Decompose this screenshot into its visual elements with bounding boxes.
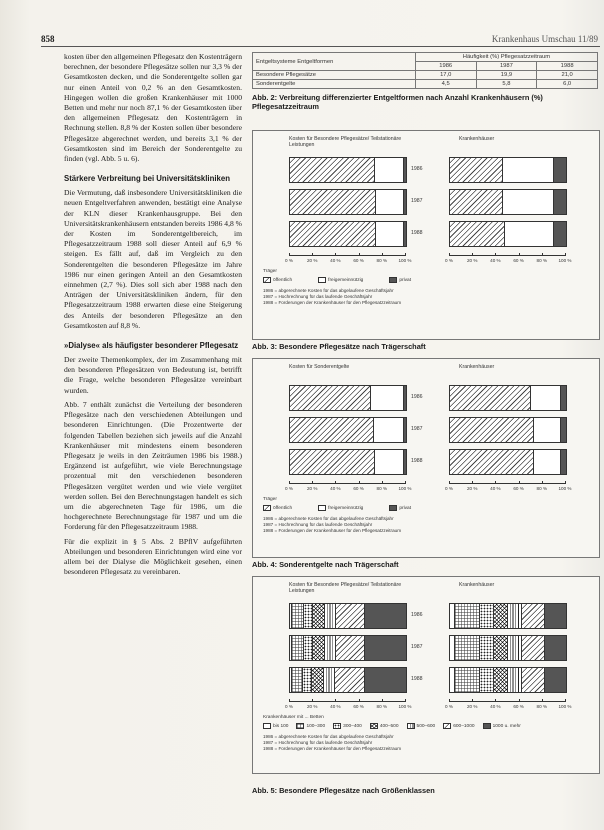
axis-tick [405, 253, 406, 256]
x-axis [445, 255, 572, 263]
tick-label: 60 % [353, 704, 364, 709]
axis-tick [449, 699, 450, 702]
axis-tick [312, 253, 313, 256]
bar-segment-1000 u. mehr [545, 604, 566, 628]
section-heading: »Dialyse« als häufigster besonderer Pflegesatz [64, 341, 239, 351]
legend-swatch [389, 505, 397, 511]
legend-swatch [443, 723, 451, 729]
bar-segment-400–500 [494, 636, 508, 660]
legend-label: öffentlich [273, 278, 293, 284]
bar-segment-freigemeinnützig [534, 450, 562, 474]
table-row: Sonderentgelte 4,5 5,8 6,0 [253, 80, 598, 89]
bar-segment-freigemeinnützig [375, 158, 404, 182]
axis-tick [382, 481, 383, 484]
axis-tick [359, 481, 360, 484]
table-block [248, 52, 600, 111]
axis-tick [359, 699, 360, 702]
bar-segment-300–400 [480, 636, 494, 660]
legend-swatch [389, 277, 397, 283]
legend-label: freigemeinnützig [328, 506, 364, 512]
tick-label: 80 % [376, 258, 388, 263]
stacked-bar [289, 603, 407, 629]
x-axis [285, 701, 412, 709]
tick-label: 20 % [466, 704, 478, 709]
table-year: 1987 [476, 62, 537, 71]
legend-label: freigemeinnützig [328, 278, 364, 284]
axis-tick [542, 481, 543, 484]
legend-item [318, 278, 363, 283]
figure-3 [252, 130, 600, 340]
tick-label: 100 % [398, 704, 412, 709]
bar-segment-400–500 [494, 668, 508, 692]
bar-segment-500–600 [508, 636, 522, 660]
bar-segment-freigemeinnützig [531, 386, 561, 410]
bar-segment-100–300 [292, 668, 302, 692]
paragraph: kosten über den allgemeinen Pflegesatz den Kostenträgern berechnen, der besondere Pflegesätze sollen nur 3,3 % der Gesamtkosten decken, und die Sonderentgelte sollen gar nur einen Anteil von 0,2 % an den Gesamtkosten. Hingegen wollen die großen Krankenhäuser mit 1000 Betten und mehr nur noch 87,1 % der Gesamtkosten über den allgemeinen Pflegesatz den Kostenträgern in Rechnung stellen. 8,8 % der Kosten sollen über besondere Pflegesätze abgerechnet werden, und bereits 3,1 % der Gesamtkosten sind im Bereich der Sonderentgelte zu finden (vgl. Abb. 5 u. 6). [64, 52, 242, 164]
bar-segment-600–1000 [522, 604, 545, 628]
bar-segment-öffentlich [290, 190, 376, 214]
legend-item [263, 724, 288, 729]
panel-title-right: Krankenhäuser [459, 136, 495, 142]
axis-tick [495, 253, 496, 256]
distribution-table [252, 52, 598, 89]
bar-segment-öffentlich [290, 222, 376, 246]
panel-title-left: Kosten für Besondere Pflegesätze/ Teilstationäre Leistungen [289, 136, 402, 148]
footnote: 1987 = Hochrechnung für das laufende Geschäftsjahr [263, 522, 373, 527]
paragraph: Für die explizit in § 5 Abs. 2 BPflV aufgeführten Abteilungen und besonderen Einrichtungen wird eine vor allem bei der Dialyse die Möglichkeit gesehen, einen besonderen Pflegesatz zu vereinbaren. [64, 536, 242, 577]
tick-label: 80 % [536, 258, 548, 263]
bar-segment-privat [404, 386, 406, 410]
page-number: 858 [41, 34, 55, 44]
bar-segment-500–600 [325, 636, 337, 660]
table-year: 1986 [415, 62, 476, 71]
bar-segment-freigemeinnützig [374, 418, 404, 442]
bar-segment-100–300 [455, 604, 481, 628]
bar-segment-400–500 [312, 668, 324, 692]
tick-label: 40 % [490, 486, 501, 491]
bar-segment-öffentlich [450, 418, 534, 442]
bar-segment-freigemeinnützig [505, 222, 555, 246]
figure-caption: Abb. 5: Besondere Pflegesätze nach Größenklassen [252, 786, 435, 795]
tick-label: 60 % [353, 486, 364, 491]
bar-segment-300–400 [480, 668, 494, 692]
axis-tick [405, 699, 406, 702]
legend-item [263, 506, 292, 511]
axis-tick [335, 699, 336, 702]
legend-item [333, 724, 362, 729]
bar-segment-öffentlich [450, 222, 505, 246]
legend [263, 723, 593, 730]
bar-segment-öffentlich [450, 158, 503, 182]
stacked-bar [449, 189, 567, 215]
footnote: 1986 = abgerechnete Kosten für das abgelaufene Geschäftsjahr [263, 734, 394, 739]
bar-segment-privat [561, 450, 566, 474]
legend-label: bis 100 [273, 724, 289, 730]
figure-caption: Abb. 4: Sonderentgelte nach Trägerschaft [252, 560, 399, 569]
stacked-bar [289, 157, 407, 183]
axis-tick [335, 253, 336, 256]
axis-tick [542, 253, 543, 256]
footnote: 1988 = Forderungen der Krankenhäuser für den Pflegesatzzeitraum [263, 746, 402, 751]
axis-tick [289, 253, 290, 256]
stacked-bar [289, 635, 407, 661]
bar-segment-privat [561, 386, 566, 410]
legend-label: 1000 u. mehr [492, 724, 521, 730]
journal-name: Krankenhaus Umschau 11/89 [491, 34, 598, 44]
tick-label: 20 % [306, 704, 318, 709]
bar-segment-1000 u. mehr [365, 668, 406, 692]
bar-segment-öffentlich [450, 190, 503, 214]
tick-label: 20 % [466, 486, 478, 491]
legend-item [443, 724, 474, 729]
tick-label: 80 % [536, 486, 548, 491]
year-label: 1986 [411, 394, 423, 400]
bar-segment-privat [404, 190, 406, 214]
bar-segment-freigemeinnützig [375, 450, 404, 474]
bar-segment-öffentlich [290, 450, 375, 474]
panel-title-left: Kosten für Besondere Pflegesätze/ Teilstationäre Leistungen [289, 582, 402, 594]
axis-tick [565, 699, 566, 702]
figure-5 [252, 576, 600, 774]
figure-4 [252, 358, 600, 558]
legend-item [483, 724, 521, 729]
legend-swatch [333, 723, 341, 729]
bar-segment-privat [404, 222, 406, 246]
tick-label: 60 % [513, 486, 524, 491]
tick-label: 80 % [536, 704, 548, 709]
panel-title-right: Krankenhäuser [459, 364, 495, 370]
tick-label: 0 % [285, 704, 293, 709]
year-label: 1986 [411, 612, 423, 618]
axis-tick [565, 253, 566, 256]
table-col-header: Entgeltsysteme Entgeltformen [253, 53, 416, 71]
bar-segment-300–400 [304, 604, 313, 628]
legend-item [370, 724, 399, 729]
bar-segment-1000 u. mehr [545, 636, 566, 660]
bar-segment-1000 u. mehr [365, 636, 406, 660]
stacked-bar [449, 417, 567, 443]
tick-label: 60 % [513, 258, 524, 263]
legend-swatch [263, 723, 271, 729]
x-axis [445, 483, 572, 491]
legend-label: privat [399, 506, 412, 512]
legend-title: Krankenhäuser mit ... Betten [263, 715, 324, 720]
paragraph: Abb. 7 enthält zunächst die Verteilung der besonderen Pflegesätze nach den verschiedenen Abteilungen und besonderen Einrichtungen. (Die Prozentwerte der folgenden Tabellen beziehen sich jeweils auf die Anzahl Krankenhäuser mit mindestens einem besonderen Pflegesatz je weils in den Zeiträumen 1986 bis 1988.) Ergänzend ist aufgeführt, wie viele Berechnungstage prozentual mit den verschiedenen besonderen Pflegesätzen vergütet werden und wie viele vergütet werden sollen. Bei den Berechnungstagen handelt es sich um die abgerechneten Tage für 1986, um die hochgerechnete Berechnungstage für 1987 und um die Forderung für den Pflegesatzzeitraum 1988. [64, 399, 242, 532]
tick-label: 100 % [558, 486, 572, 491]
legend-label: 600–1000 [453, 724, 475, 730]
bar-segment-privat [404, 450, 406, 474]
tick-label: 100 % [558, 704, 572, 709]
bar-segment-öffentlich [290, 386, 371, 410]
bar-segment-freigemeinnützig [534, 418, 562, 442]
bar-segment-privat [554, 190, 566, 214]
tick-label: 0 % [285, 486, 293, 491]
legend-swatch [370, 723, 378, 729]
stacked-bar [289, 449, 407, 475]
footnote: 1988 = Forderungen der Krankenhäuser für den Pflegesatzzeitraum [263, 528, 402, 533]
legend-title: Träger [263, 269, 277, 274]
table-group-header: Häufigkeit (%) Pflegesatzzeitraum [415, 53, 597, 62]
tick-label: 80 % [376, 704, 388, 709]
axis-tick [519, 253, 520, 256]
bar-segment-500–600 [324, 668, 336, 692]
bar-segment-100–300 [292, 604, 304, 628]
legend-label: 500–600 [416, 724, 436, 730]
tick-label: 40 % [330, 486, 341, 491]
footnote: 1988 = Forderungen der Krankenhäuser für den Pflegesatzzeitraum [263, 300, 402, 305]
bar-segment-400–500 [494, 604, 508, 628]
stacked-bar [289, 189, 407, 215]
bar-segment-300–400 [304, 636, 313, 660]
tick-label: 100 % [398, 258, 412, 263]
tick-label: 0 % [285, 258, 293, 263]
axis-tick [335, 481, 336, 484]
bar-segment-300–400 [480, 604, 494, 628]
bar-segment-freigemeinnützig [503, 158, 554, 182]
year-label: 1986 [411, 166, 423, 172]
tick-label: 40 % [330, 258, 341, 263]
tick-label: 20 % [306, 486, 318, 491]
bar-segment-öffentlich [450, 450, 534, 474]
bar-segment-privat [554, 158, 566, 182]
x-axis [285, 483, 412, 491]
legend-swatch [296, 723, 304, 729]
tick-label: 60 % [353, 258, 364, 263]
year-label: 1988 [411, 458, 423, 464]
axis-tick [565, 481, 566, 484]
axis-tick [312, 481, 313, 484]
axis-tick [542, 699, 543, 702]
bar-segment-privat [404, 418, 406, 442]
bar-segment-öffentlich [290, 418, 374, 442]
bar-segment-privat [561, 418, 566, 442]
legend-item [389, 506, 411, 511]
bar-segment-300–400 [303, 668, 312, 692]
axis-tick [289, 699, 290, 702]
bar-segment-500–600 [508, 668, 522, 692]
legend-label: 400–500 [379, 724, 399, 730]
text-column-left [64, 52, 242, 577]
legend-label: privat [399, 278, 412, 284]
figure-caption: Abb. 3: Besondere Pflegesätze nach Trägerschaft [252, 342, 426, 351]
legend-swatch [318, 277, 326, 283]
legend-item [318, 506, 363, 511]
axis-tick [449, 481, 450, 484]
bar-segment-600–1000 [336, 636, 365, 660]
axis-tick [472, 253, 473, 256]
tick-label: 100 % [398, 486, 412, 491]
stacked-bar [449, 157, 567, 183]
bar-segment-freigemeinnützig [371, 386, 403, 410]
legend-label: 300–400 [343, 724, 362, 730]
legend-item [407, 724, 436, 729]
bar-segment-privat [554, 222, 566, 246]
legend-item [389, 278, 411, 283]
axis-tick [472, 481, 473, 484]
stacked-bar [449, 635, 567, 661]
stacked-bar [449, 449, 567, 475]
year-label: 1988 [411, 230, 423, 236]
bar-segment-100–300 [455, 636, 481, 660]
year-label: 1987 [411, 426, 423, 432]
stacked-bar [449, 385, 567, 411]
bar-segment-freigemeinnützig [376, 190, 404, 214]
footnote: 1986 = abgerechnete Kosten für das abgelaufene Geschäftsjahr [263, 288, 394, 293]
header-rule [41, 46, 600, 47]
footnote: 1987 = Hochrechnung für das laufende Geschäftsjahr [263, 740, 373, 745]
panel-title-right: Krankenhäuser [459, 582, 495, 588]
axis-tick [495, 699, 496, 702]
legend-swatch [483, 723, 491, 729]
stacked-bar [289, 385, 407, 411]
axis-tick [289, 481, 290, 484]
year-label: 1988 [411, 676, 423, 682]
stacked-bar [449, 221, 567, 247]
bar-segment-öffentlich [290, 158, 375, 182]
x-axis [285, 255, 412, 263]
table-year: 1988 [537, 62, 598, 71]
footnote: 1986 = abgerechnete Kosten für das abgelaufene Geschäftsjahr [263, 516, 394, 521]
axis-tick [382, 699, 383, 702]
tick-label: 80 % [376, 486, 388, 491]
legend-item [263, 278, 292, 283]
legend-title: Träger [263, 497, 277, 502]
axis-tick [312, 699, 313, 702]
table-row: Besondere Pflegesätze 17,0 19,9 21,0 [253, 71, 598, 80]
bar-segment-freigemeinnützig [376, 222, 404, 246]
legend [263, 505, 593, 512]
bar-segment-600–1000 [336, 604, 365, 628]
tick-label: 40 % [490, 258, 501, 263]
footnote: 1987 = Hochrechnung für das laufende Geschäftsjahr [263, 294, 373, 299]
figure-caption: Abb. 2: Verbreitung differenzierter Entgeltformen nach Anzahl Krankenhäusern (%) Pflegesatzzeitraum [252, 93, 543, 111]
panel-title-left: Kosten für Sonderentgelte [289, 364, 350, 370]
bar-segment-1000 u. mehr [365, 604, 406, 628]
legend-item [296, 724, 325, 729]
legend-swatch [263, 505, 271, 511]
bar-segment-600–1000 [522, 636, 545, 660]
bar-segment-500–600 [508, 604, 522, 628]
tick-label: 60 % [513, 704, 524, 709]
year-label: 1987 [411, 198, 423, 204]
bar-segment-100–300 [292, 636, 304, 660]
bar-segment-400–500 [313, 636, 325, 660]
paragraph: Der zweite Themenkomplex, der im Zusammenhang mit den besonderen Pflegesätzen von Bedeutung ist, betrifft die Frage, welche besonderen Pflegesätze vereinbart wurden. [64, 355, 242, 395]
stacked-bar [289, 417, 407, 443]
axis-tick [472, 699, 473, 702]
axis-tick [359, 253, 360, 256]
axis-tick [495, 481, 496, 484]
bar-segment-600–1000 [335, 668, 365, 692]
tick-label: 0 % [445, 486, 453, 491]
axis-tick [449, 253, 450, 256]
bar-segment-400–500 [313, 604, 325, 628]
axis-tick [382, 253, 383, 256]
legend-label: 100–300 [306, 724, 326, 730]
tick-label: 40 % [490, 704, 501, 709]
x-axis [445, 701, 572, 709]
legend-label: öffentlich [273, 506, 293, 512]
legend-swatch [318, 505, 326, 511]
tick-label: 20 % [306, 258, 318, 263]
bar-segment-100–300 [455, 668, 481, 692]
tick-label: 0 % [445, 704, 453, 709]
tick-label: 20 % [466, 258, 478, 263]
bar-segment-freigemeinnützig [503, 190, 554, 214]
paragraph: Die Vermutung, daß insbesondere Universitätskliniken die neuen Entgeltverfahren anwenden, bestätigt eine Analyse der KLN dieser Krankenhausgruppe. Bei den Universitätskrankenhäusern entstanden bereits 1986 4,8 % der Kosten im Sonderentgeltbereich, im Pflegesatzzeitraum 1988 soll dieser Anteil auf 6,9 % steigen. Es fällt auf, daß im Vergleich zu den Sonderentgelten die besonderen Pflegesätze im Jahre 1986 nur einen geringen Anteil an den Gesamtkosten einnehmen (2,7 %). Dies soll sich aber 1988 nach den Anträgen der Universitätskliniken ändern, für den Pflegesatzzeitraum 1988 erwarten diese eine Steigerung des Anteils der besonderen Pflegesätze an den Gesamtkosten auf 8,8 %. [64, 188, 242, 330]
stacked-bar [289, 221, 407, 247]
axis-tick [405, 481, 406, 484]
tick-label: 40 % [330, 704, 341, 709]
legend-swatch [407, 723, 415, 729]
axis-tick [519, 481, 520, 484]
stacked-bar [449, 667, 567, 693]
legend [263, 277, 593, 284]
axis-tick [519, 699, 520, 702]
bar-segment-500–600 [325, 604, 337, 628]
bar-segment-öffentlich [450, 386, 531, 410]
bar-segment-1000 u. mehr [545, 668, 566, 692]
section-heading: Stärkere Verbreitung bei Universitätskliniken [64, 174, 230, 184]
tick-label: 100 % [558, 258, 572, 263]
tick-label: 0 % [445, 258, 453, 263]
year-label: 1987 [411, 644, 423, 650]
legend-swatch [263, 277, 271, 283]
stacked-bar [449, 603, 567, 629]
bar-segment-privat [404, 158, 406, 182]
bar-segment-600–1000 [522, 668, 545, 692]
stacked-bar [289, 667, 407, 693]
